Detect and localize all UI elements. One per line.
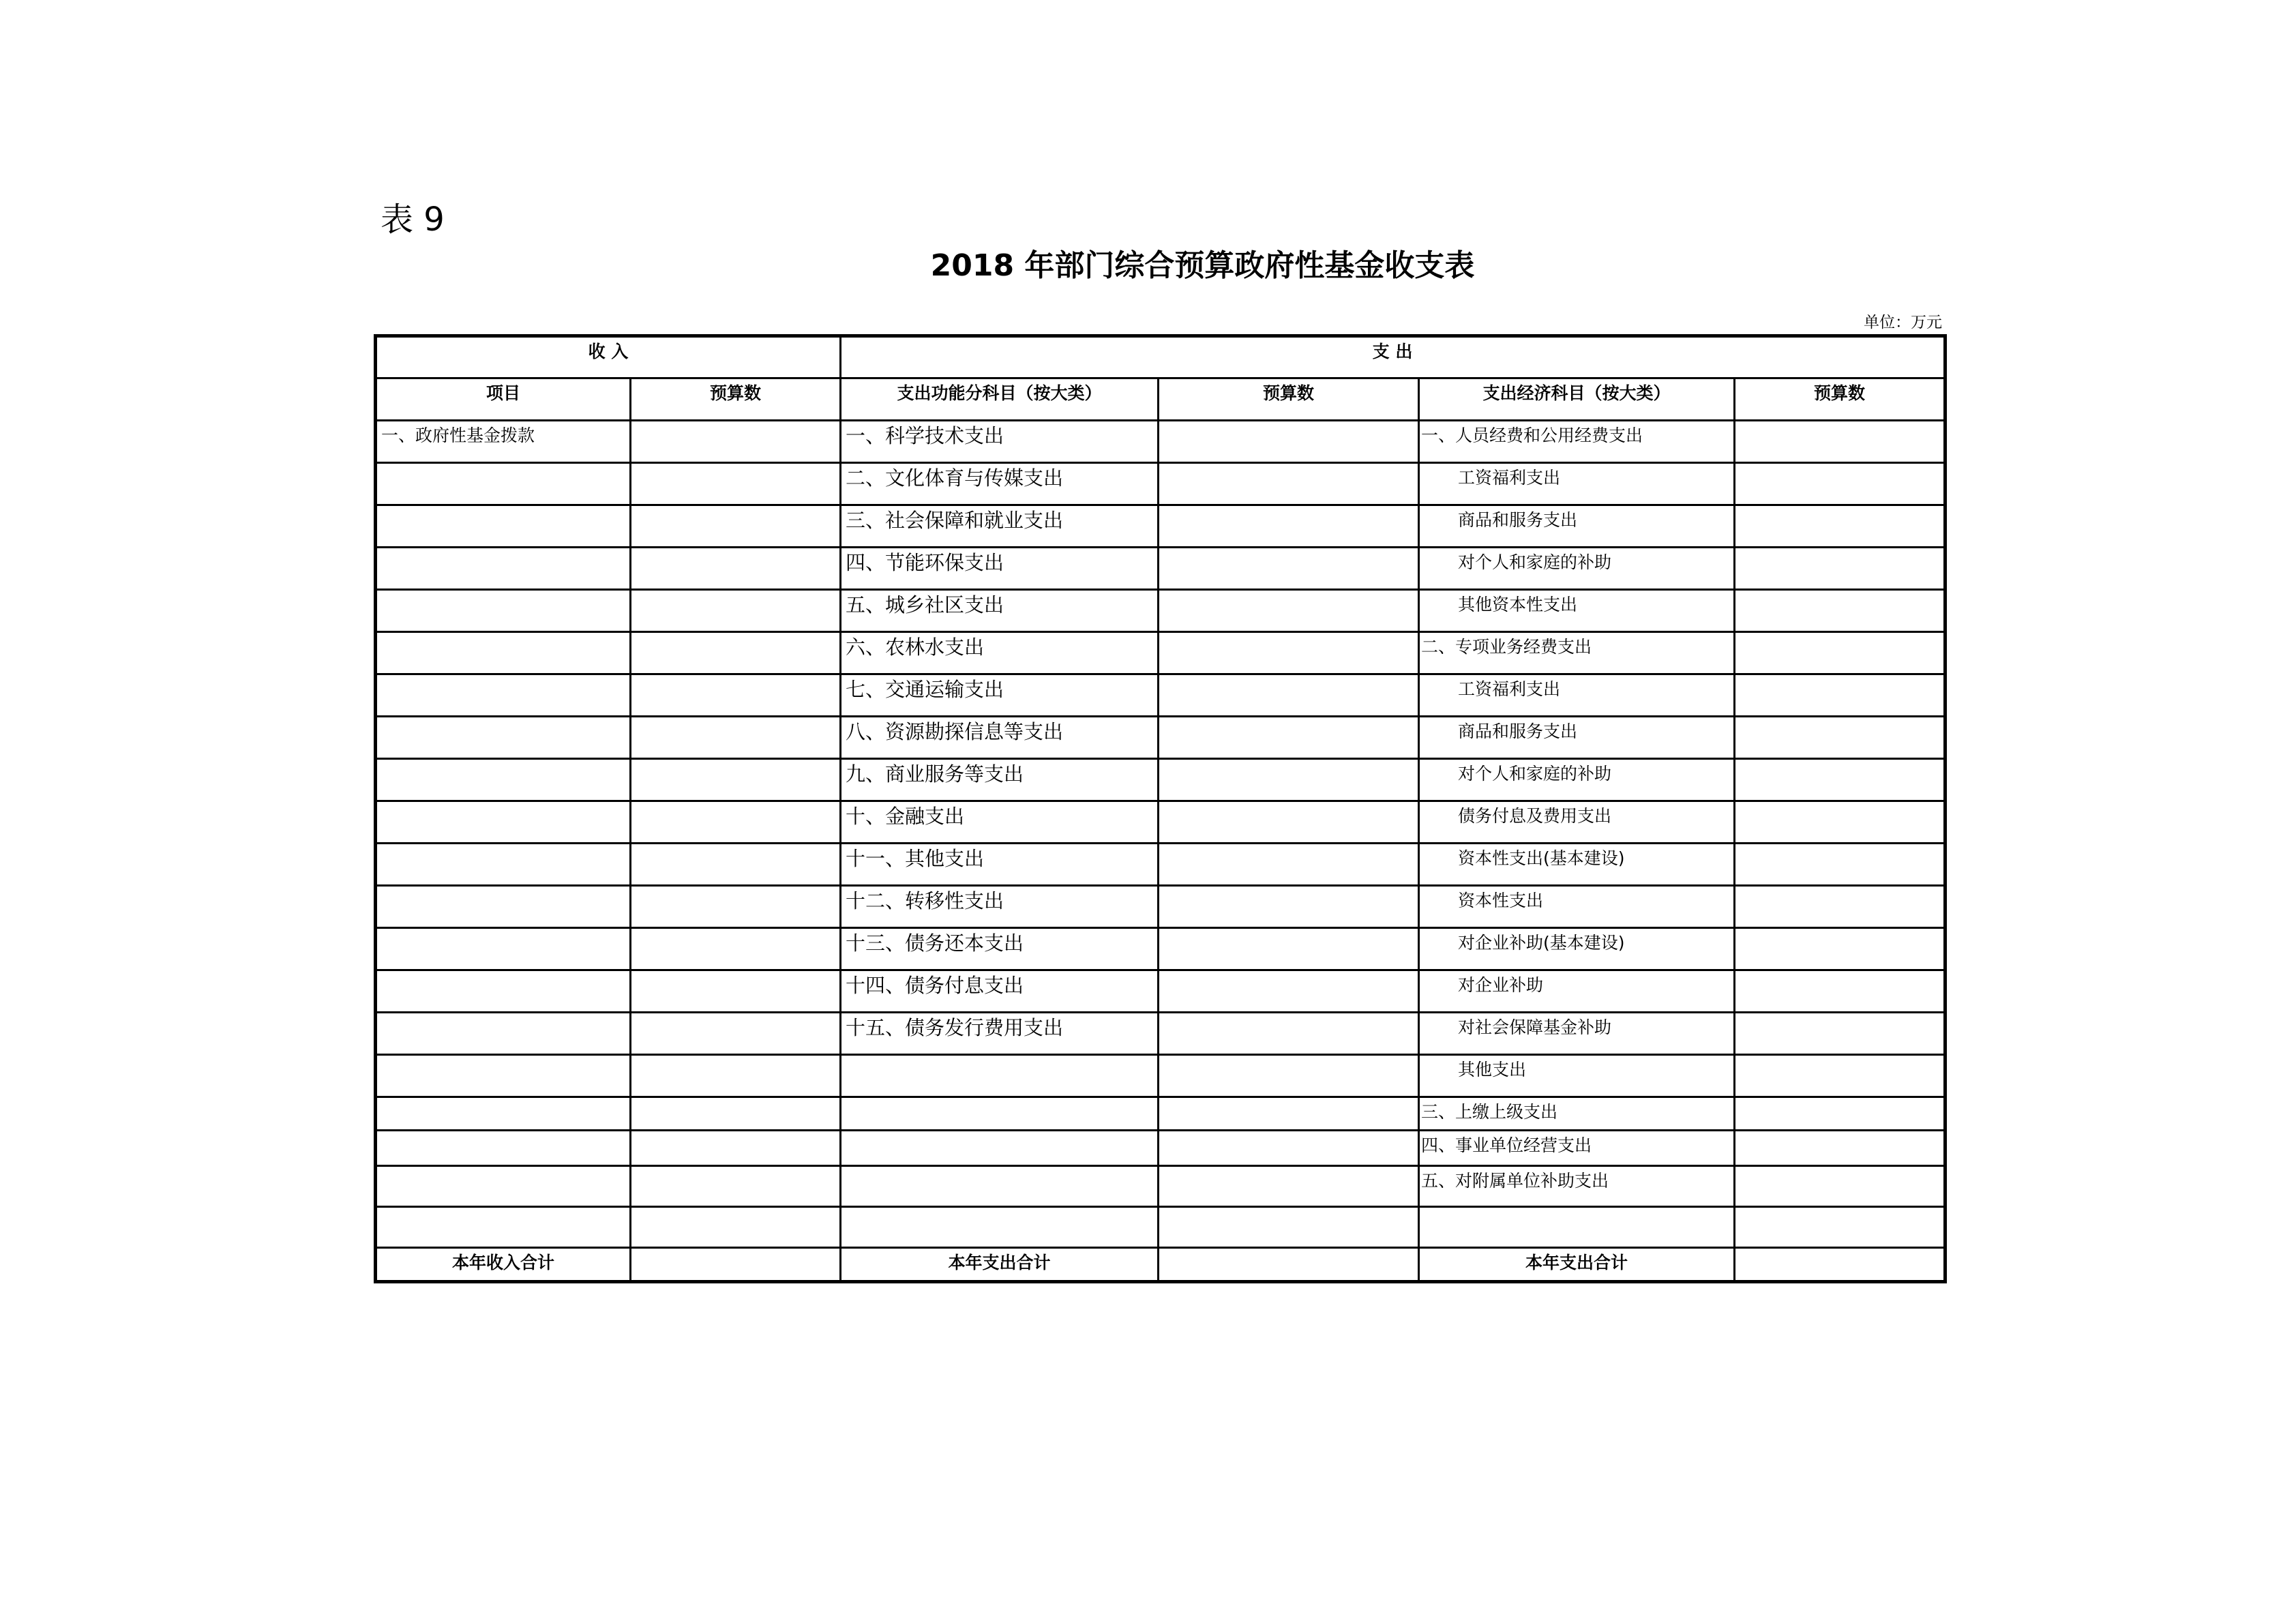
table-row xyxy=(376,1013,1945,1055)
table-row xyxy=(376,801,1945,844)
income-budget-cell xyxy=(631,759,841,801)
income-item xyxy=(376,759,631,801)
economic-item: 对企业补助 xyxy=(1419,970,1735,1013)
income-budget-cell xyxy=(631,632,841,674)
economic-budget-cell xyxy=(1735,1207,1945,1248)
economic-budget-cell xyxy=(1735,844,1945,886)
function-budget-cell xyxy=(1159,759,1419,801)
table-row xyxy=(376,1207,1945,1248)
economic-budget-cell xyxy=(1735,590,1945,632)
economic-item: 工资福利支出 xyxy=(1419,674,1735,717)
function-budget-cell xyxy=(1159,632,1419,674)
economic-budget-cell xyxy=(1735,463,1945,505)
economic-item: 二、专项业务经费支出 xyxy=(1419,632,1735,674)
function-budget-cell xyxy=(1159,717,1419,759)
income-header: 收 入 xyxy=(376,336,841,378)
function-budget-cell xyxy=(1159,463,1419,505)
economic-item: 资本性支出(基本建设) xyxy=(1419,844,1735,886)
function-budget-cell xyxy=(1159,421,1419,463)
income-item xyxy=(376,928,631,970)
table-row xyxy=(376,590,1945,632)
function-budget-cell xyxy=(1159,928,1419,970)
income-budget-cell xyxy=(631,1207,841,1248)
table-row xyxy=(376,463,1945,505)
function-item: 十一、其他支出 xyxy=(841,844,1159,886)
table-row xyxy=(376,548,1945,590)
income-budget-cell xyxy=(631,801,841,844)
header-row-2 xyxy=(376,378,1945,421)
economic-budget-cell xyxy=(1735,1097,1945,1131)
header-row-1 xyxy=(376,336,1945,378)
income-total-value xyxy=(631,1248,841,1282)
economic-budget-cell xyxy=(1735,928,1945,970)
income-budget-cell xyxy=(631,970,841,1013)
income-item xyxy=(376,801,631,844)
economic-item: 五、对附属单位补助支出 xyxy=(1419,1166,1735,1207)
income-budget-cell xyxy=(631,1131,841,1166)
table-row xyxy=(376,632,1945,674)
function-item: 十三、债务还本支出 xyxy=(841,928,1159,970)
function-budget-cell xyxy=(1159,1207,1419,1248)
income-item xyxy=(376,548,631,590)
income-item xyxy=(376,1131,631,1166)
function-budget-cell xyxy=(1159,505,1419,548)
economic-budget-cell xyxy=(1735,505,1945,548)
function-item: 十二、转移性支出 xyxy=(841,886,1159,928)
function-item: 七、交通运输支出 xyxy=(841,674,1159,717)
function-total-value xyxy=(1159,1248,1419,1282)
economic-item: 资本性支出 xyxy=(1419,886,1735,928)
income-budget-cell xyxy=(631,1055,841,1097)
function-item: 三、社会保障和就业支出 xyxy=(841,505,1159,548)
economic-budget-cell xyxy=(1735,717,1945,759)
function-budget-cell xyxy=(1159,844,1419,886)
budget-table xyxy=(374,334,1947,1283)
economic-item: 三、上缴上级支出 xyxy=(1419,1097,1735,1131)
function-budget-cell xyxy=(1159,886,1419,928)
income-item xyxy=(376,1097,631,1131)
function-item xyxy=(841,1131,1159,1166)
table-row xyxy=(376,1166,1945,1207)
function-item: 十五、债务发行费用支出 xyxy=(841,1013,1159,1055)
col-function-header: 支出功能分科目（按大类） xyxy=(841,378,1159,421)
income-item xyxy=(376,886,631,928)
table-row xyxy=(376,717,1945,759)
income-budget-cell xyxy=(631,590,841,632)
income-budget-cell xyxy=(631,463,841,505)
function-item xyxy=(841,1207,1159,1248)
col-income-budget-header: 预算数 xyxy=(631,378,841,421)
function-budget-cell xyxy=(1159,674,1419,717)
income-item xyxy=(376,590,631,632)
economic-budget-cell xyxy=(1735,801,1945,844)
economic-budget-cell xyxy=(1735,1055,1945,1097)
function-budget-cell xyxy=(1159,1097,1419,1131)
economic-budget-cell xyxy=(1735,759,1945,801)
economic-total-label: 本年支出合计 xyxy=(1419,1248,1735,1282)
function-budget-cell xyxy=(1159,590,1419,632)
income-item xyxy=(376,1013,631,1055)
income-budget-cell xyxy=(631,886,841,928)
income-budget-cell xyxy=(631,1097,841,1131)
economic-budget-cell xyxy=(1735,674,1945,717)
economic-budget-cell xyxy=(1735,1013,1945,1055)
table-row xyxy=(376,886,1945,928)
expenditure-header: 支 出 xyxy=(841,336,1945,378)
income-item xyxy=(376,1207,631,1248)
economic-budget-cell xyxy=(1735,1166,1945,1207)
economic-item: 其他支出 xyxy=(1419,1055,1735,1097)
income-budget-cell xyxy=(631,928,841,970)
function-budget-cell xyxy=(1159,1013,1419,1055)
income-budget-cell xyxy=(631,1013,841,1055)
economic-budget-cell xyxy=(1735,1131,1945,1166)
income-item xyxy=(376,1055,631,1097)
col-economic-budget-header: 预算数 xyxy=(1735,378,1945,421)
function-item: 十、金融支出 xyxy=(841,801,1159,844)
economic-item: 工资福利支出 xyxy=(1419,463,1735,505)
economic-item: 对个人和家庭的补助 xyxy=(1419,548,1735,590)
economic-item: 债务付息及费用支出 xyxy=(1419,801,1735,844)
income-budget-cell xyxy=(631,674,841,717)
economic-item: 四、事业单位经营支出 xyxy=(1419,1131,1735,1166)
function-item xyxy=(841,1055,1159,1097)
income-item xyxy=(376,505,631,548)
table-row xyxy=(376,759,1945,801)
income-budget-cell xyxy=(631,548,841,590)
function-item: 一、科学技术支出 xyxy=(841,421,1159,463)
income-budget-cell xyxy=(631,844,841,886)
economic-total-value xyxy=(1735,1248,1945,1282)
function-item: 二、文化体育与传媒支出 xyxy=(841,463,1159,505)
function-budget-cell xyxy=(1159,1131,1419,1166)
income-total-label: 本年收入合计 xyxy=(376,1248,631,1282)
function-budget-cell xyxy=(1159,548,1419,590)
function-item: 五、城乡社区支出 xyxy=(841,590,1159,632)
economic-budget-cell xyxy=(1735,970,1945,1013)
income-item xyxy=(376,632,631,674)
function-budget-cell xyxy=(1159,1055,1419,1097)
income-item xyxy=(376,674,631,717)
economic-item: 对社会保障基金补助 xyxy=(1419,1013,1735,1055)
income-item xyxy=(376,717,631,759)
income-item xyxy=(376,970,631,1013)
table-row xyxy=(376,844,1945,886)
table-row xyxy=(376,928,1945,970)
economic-item: 商品和服务支出 xyxy=(1419,717,1735,759)
income-budget-cell xyxy=(631,717,841,759)
table-label: 表 9 xyxy=(381,200,445,239)
function-item: 九、商业服务等支出 xyxy=(841,759,1159,801)
economic-item: 对个人和家庭的补助 xyxy=(1419,759,1735,801)
income-item xyxy=(376,463,631,505)
col-economic-header: 支出经济科目（按大类） xyxy=(1419,378,1735,421)
table-row xyxy=(376,1055,1945,1097)
income-item xyxy=(376,1166,631,1207)
table-row xyxy=(376,970,1945,1013)
economic-budget-cell xyxy=(1735,886,1945,928)
function-item: 八、资源勘探信息等支出 xyxy=(841,717,1159,759)
economic-item: 商品和服务支出 xyxy=(1419,505,1735,548)
economic-budget-cell xyxy=(1735,632,1945,674)
economic-budget-cell xyxy=(1735,548,1945,590)
income-budget-cell xyxy=(631,505,841,548)
function-item xyxy=(841,1166,1159,1207)
table-row xyxy=(376,1131,1945,1166)
income-budget-cell xyxy=(631,421,841,463)
economic-item: 对企业补助(基本建设) xyxy=(1419,928,1735,970)
function-item xyxy=(841,1097,1159,1131)
economic-item xyxy=(1419,1207,1735,1248)
table-row xyxy=(376,1097,1945,1131)
table-row xyxy=(376,421,1945,463)
function-budget-cell xyxy=(1159,970,1419,1013)
income-item xyxy=(376,844,631,886)
total-row xyxy=(376,1248,1945,1282)
table-row xyxy=(376,505,1945,548)
table-row xyxy=(376,674,1945,717)
unit-label: 单位：万元 xyxy=(1864,314,1942,331)
function-total-label: 本年支出合计 xyxy=(841,1248,1159,1282)
function-item: 十四、债务付息支出 xyxy=(841,970,1159,1013)
col-function-budget-header: 预算数 xyxy=(1159,378,1419,421)
function-item: 四、节能环保支出 xyxy=(841,548,1159,590)
economic-item: 其他资本性支出 xyxy=(1419,590,1735,632)
function-item: 六、农林水支出 xyxy=(841,632,1159,674)
economic-item: 一、人员经费和公用经费支出 xyxy=(1419,421,1735,463)
income-budget-cell xyxy=(631,1166,841,1207)
col-item-header: 项目 xyxy=(376,378,631,421)
income-item: 一、政府性基金拨款 xyxy=(376,421,631,463)
page-title: 2018 年部门综合预算政府性基金收支表 xyxy=(930,248,1475,283)
function-budget-cell xyxy=(1159,1166,1419,1207)
function-budget-cell xyxy=(1159,801,1419,844)
economic-budget-cell xyxy=(1735,421,1945,463)
